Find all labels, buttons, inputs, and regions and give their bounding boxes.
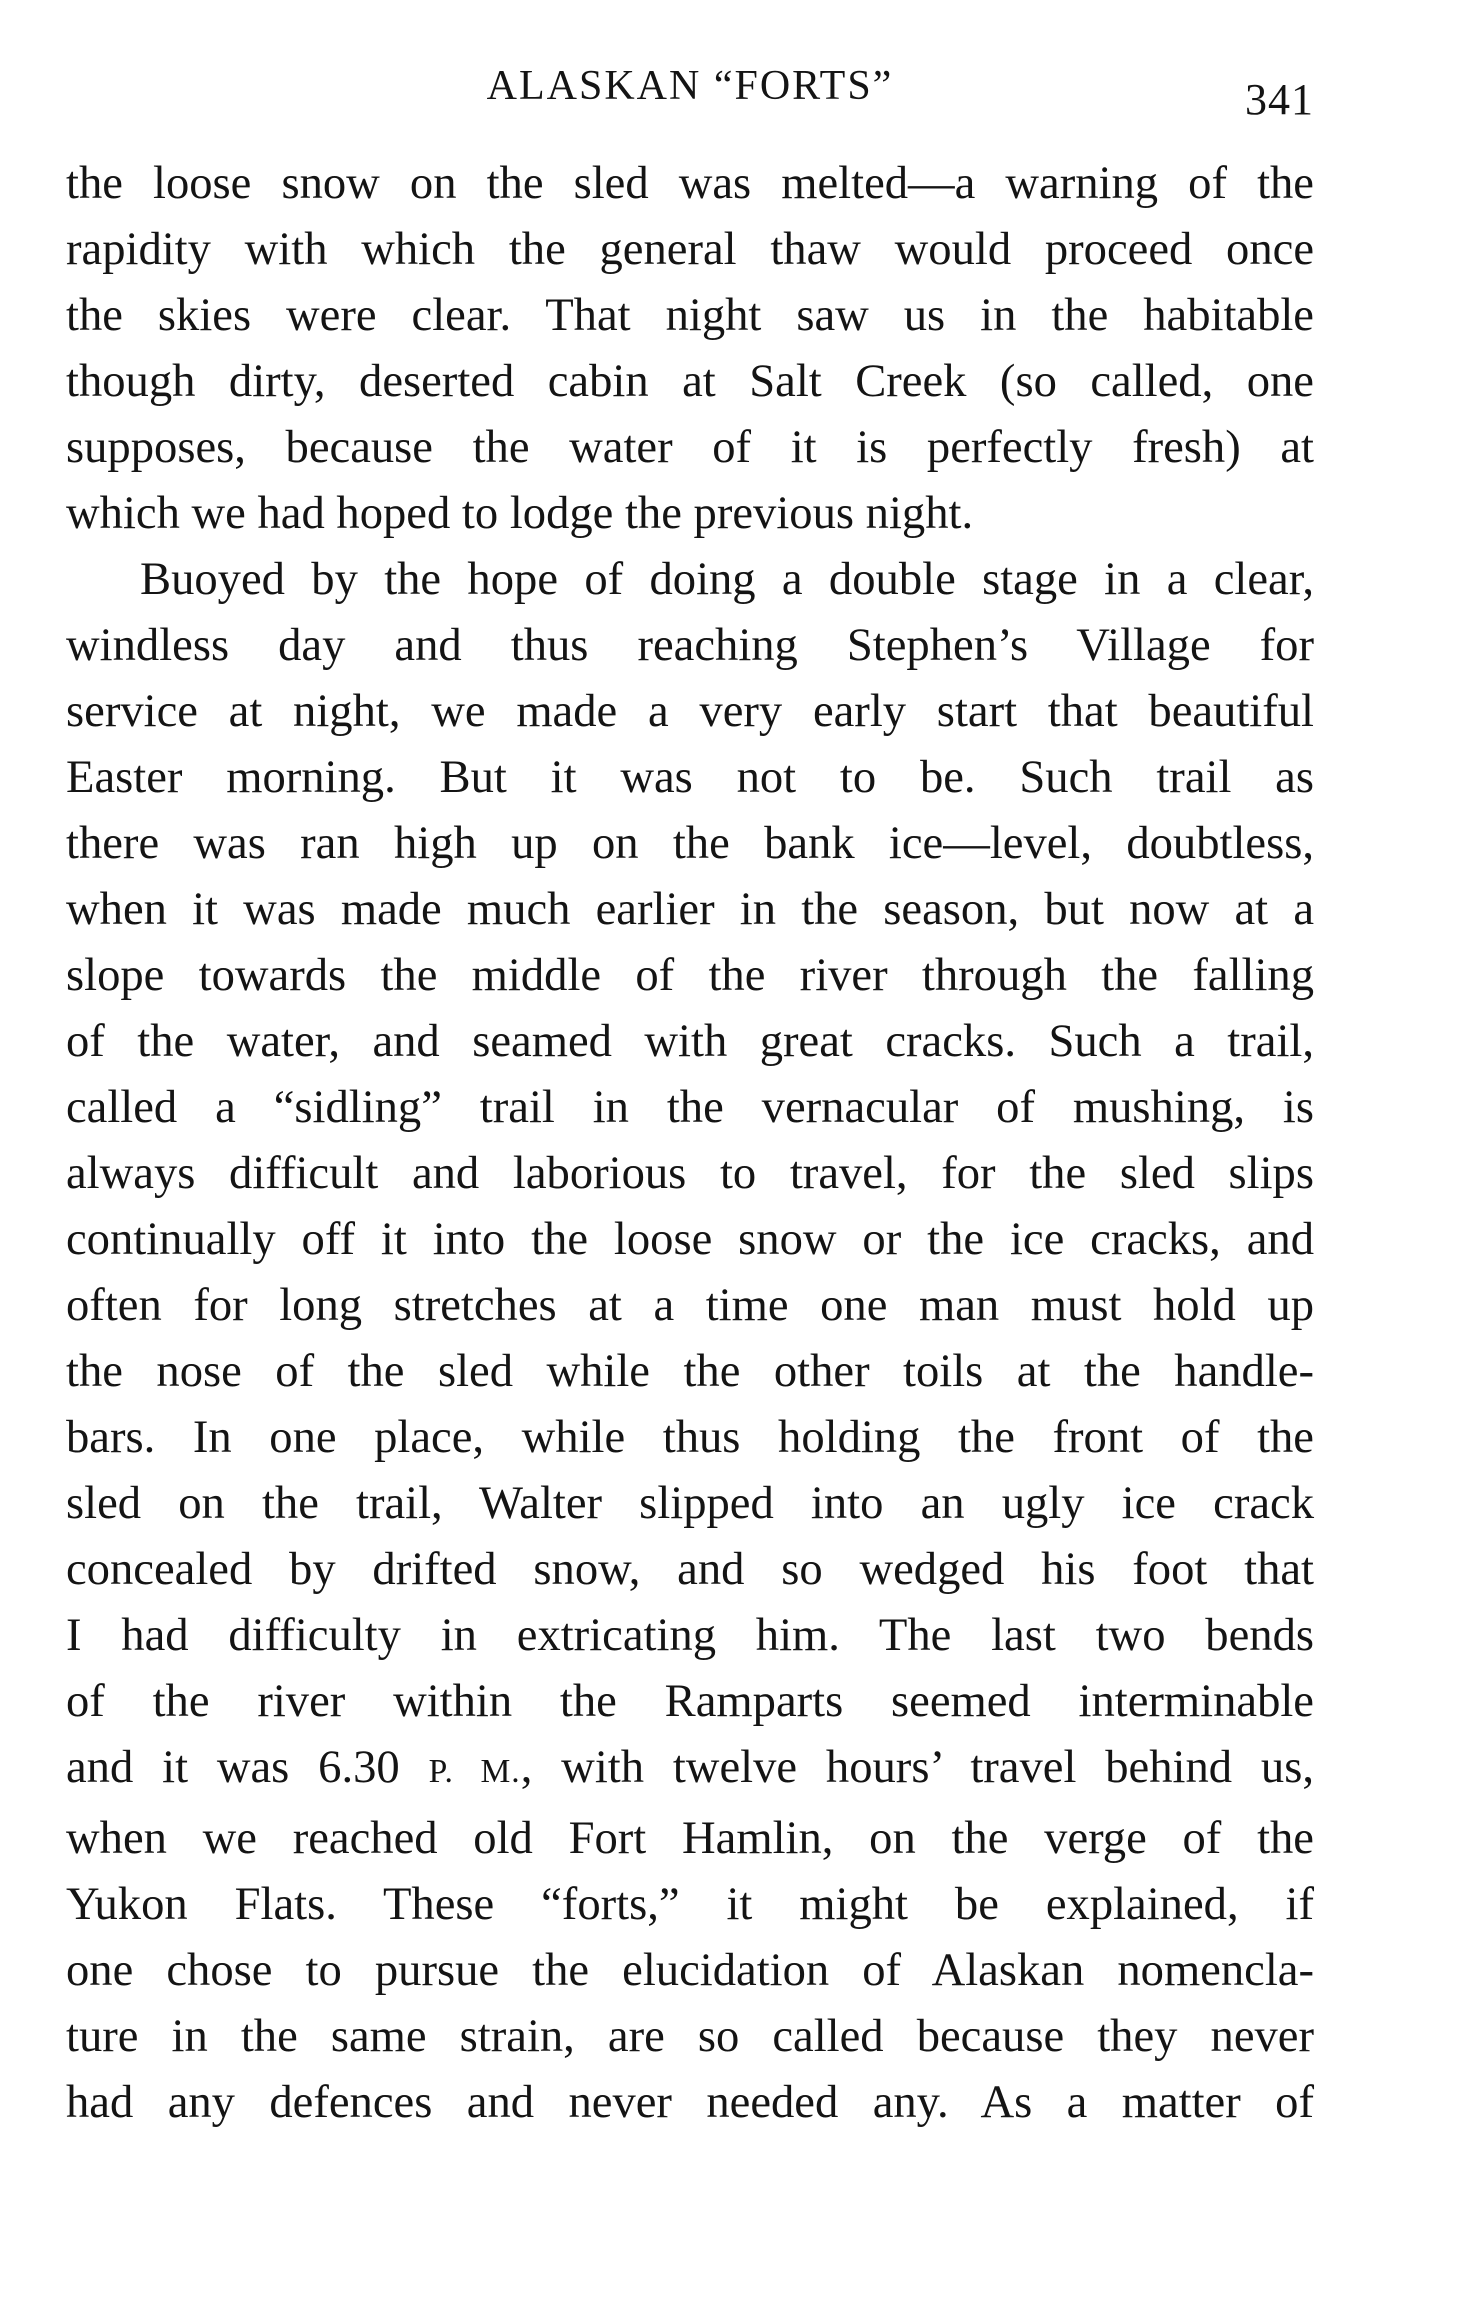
paragraph-1 (66, 150, 1314, 546)
text-line: the skies were clear. That night saw us in the habitable (66, 289, 1314, 341)
text-line: the nose of the sled while the other toils at the handle- (66, 1345, 1314, 1397)
text-line: always difficult and laborious to travel, for the sled slips (66, 1147, 1314, 1199)
text-line: ture in the same strain, are so called because they never (66, 2010, 1314, 2062)
text-line: had any defences and never needed any. As a matter of (66, 2076, 1314, 2128)
text-line: there was ran high up on the bank ice—level, doubtless, (66, 817, 1314, 869)
running-head (66, 54, 1314, 144)
text-line: bars. In one place, while thus holding the front of the (66, 1411, 1314, 1463)
text-line: I had difficulty in extricating him. The last two bends (66, 1609, 1314, 1661)
body-text (66, 150, 1314, 2135)
text-line: slope towards the middle of the river through the falling (66, 949, 1314, 1001)
text-line: windless day and thus reaching Stephen’s Village for (66, 619, 1314, 671)
text-line: Buoyed by the hope of doing a double stage in a clear, (140, 553, 1314, 605)
text-line-time (66, 1734, 1314, 1805)
text-line: Easter morning. But it was not to be. Such trail as (66, 751, 1314, 803)
text-line: one chose to pursue the elucidation of Alaskan nomencla- (66, 1944, 1314, 1996)
text-line: which we had hoped to lodge the previous night. (66, 487, 974, 539)
text-line: called a “sidling” trail in the vernacular of mushing, is (66, 1081, 1314, 1133)
time-text-after: , with twelve hours’ travel behind us, (520, 1741, 1314, 1793)
text-line: sled on the trail, Walter slipped into an ugly ice crack (66, 1477, 1314, 1529)
time-text-before: and it was 6.30 (66, 1741, 429, 1793)
page-number: 341 (1245, 75, 1314, 124)
time-meridiem: P. M. (428, 1753, 521, 1790)
running-title: ALASKAN “FORTS” (486, 63, 894, 109)
text-line: when we reached old Fort Hamlin, on the verge of the (66, 1812, 1314, 1864)
paragraph-2 (66, 546, 1314, 2135)
text-line: when it was made much earlier in the season, but now at a (66, 883, 1314, 935)
text-line: often for long stretches at a time one man must hold up (66, 1279, 1314, 1331)
text-line: Yukon Flats. These “forts,” it might be explained, if (66, 1878, 1314, 1930)
text-line: continually off it into the loose snow or the ice cracks, and (66, 1213, 1314, 1265)
text-line: concealed by drifted snow, and so wedged his foot that (66, 1543, 1314, 1595)
text-line: the loose snow on the sled was melted—a warning of the (66, 157, 1314, 209)
text-line: service at night, we made a very early start that beautiful (66, 685, 1314, 737)
text-line: of the river within the Ramparts seemed interminable (66, 1675, 1314, 1727)
book-page (66, 54, 1314, 2274)
text-line: though dirty, deserted cabin at Salt Creek (so called, one (66, 355, 1314, 407)
text-line: rapidity with which the general thaw would proceed once (66, 223, 1314, 275)
text-line: of the water, and seamed with great cracks. Such a trail, (66, 1015, 1314, 1067)
text-line: supposes, because the water of it is perfectly fresh) at (66, 421, 1314, 473)
